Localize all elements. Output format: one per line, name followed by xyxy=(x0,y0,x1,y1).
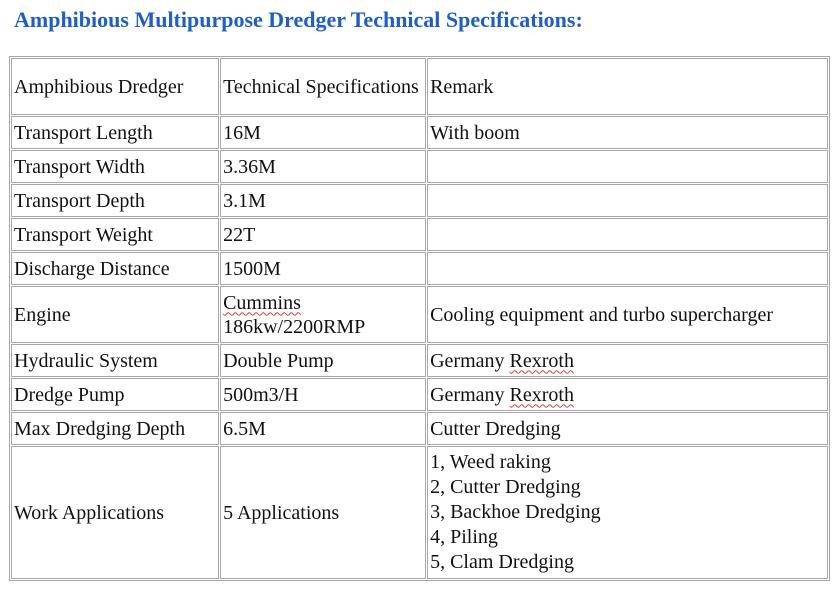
table-row-transport-length xyxy=(11,116,828,149)
table-row-max-dredging-depth xyxy=(11,412,828,445)
row-label: Discharge Distance xyxy=(11,252,219,285)
table-row-work-applications xyxy=(11,446,828,579)
table-row-transport-width xyxy=(11,150,828,183)
row-remark xyxy=(427,150,828,183)
remark-prefix: Germany xyxy=(430,349,510,372)
row-remark xyxy=(427,446,828,579)
table-row-transport-weight xyxy=(11,218,828,251)
list-item: 2, Cutter Dredging xyxy=(430,476,581,498)
row-remark xyxy=(427,218,828,251)
table-row-transport-depth xyxy=(11,184,828,217)
row-remark xyxy=(427,344,828,377)
row-label: Engine xyxy=(11,286,219,343)
table-row-engine xyxy=(11,286,828,343)
row-spec: 500m3/H xyxy=(220,378,426,411)
header-cell-remark: Remark xyxy=(427,58,828,115)
row-spec: 3.36M xyxy=(220,150,426,183)
list-item: 1, Weed raking xyxy=(430,451,551,473)
row-label: Hydraulic System xyxy=(11,344,219,377)
engine-brand: Cummins xyxy=(223,291,301,314)
list-item: 5, Clam Dredging xyxy=(430,551,574,573)
row-spec: 1500M xyxy=(220,252,426,285)
remark-brand: Rexroth xyxy=(509,383,574,406)
list-item: 3, Backhoe Dredging xyxy=(430,501,601,523)
row-spec: 16M xyxy=(220,116,426,149)
table-header-row xyxy=(11,58,828,115)
header-cell-dredger: Amphibious Dredger xyxy=(11,58,219,115)
page-title: Amphibious Multipurpose Dredger Technical Specifications: xyxy=(14,7,583,32)
row-label: Transport Weight xyxy=(11,218,219,251)
row-remark xyxy=(427,184,828,217)
row-remark: Cutter Dredging xyxy=(427,412,828,445)
row-label: Transport Width xyxy=(11,150,219,183)
remark-brand: Rexroth xyxy=(509,349,574,372)
remark-prefix: Germany xyxy=(430,383,510,406)
specifications-table xyxy=(9,56,830,581)
row-label: Max Dredging Depth xyxy=(11,412,219,445)
row-label: Dredge Pump xyxy=(11,378,219,411)
row-remark xyxy=(427,252,828,285)
row-spec: 6.5M xyxy=(220,412,426,445)
list-item: 4, Piling xyxy=(430,526,498,548)
table-row-discharge-distance xyxy=(11,252,828,285)
row-remark: Cooling equipment and turbo supercharger xyxy=(427,286,828,343)
table-row-hydraulic-system xyxy=(11,344,828,377)
row-spec: 22T xyxy=(220,218,426,251)
row-spec: 3.1M xyxy=(220,184,426,217)
row-remark: With boom xyxy=(427,116,828,149)
row-label: Work Applications xyxy=(11,446,219,579)
applications-list xyxy=(430,450,825,575)
row-spec: Double Pump xyxy=(220,344,426,377)
header-cell-specifications: Technical Specifications xyxy=(220,58,426,115)
row-label: Transport Length xyxy=(11,116,219,149)
row-spec xyxy=(220,286,426,343)
row-spec: 5 Applications xyxy=(220,446,426,579)
table-row-dredge-pump xyxy=(11,378,828,411)
engine-rating: 186kw/2200RMP xyxy=(223,315,366,338)
row-label: Transport Depth xyxy=(11,184,219,217)
row-remark xyxy=(427,378,828,411)
